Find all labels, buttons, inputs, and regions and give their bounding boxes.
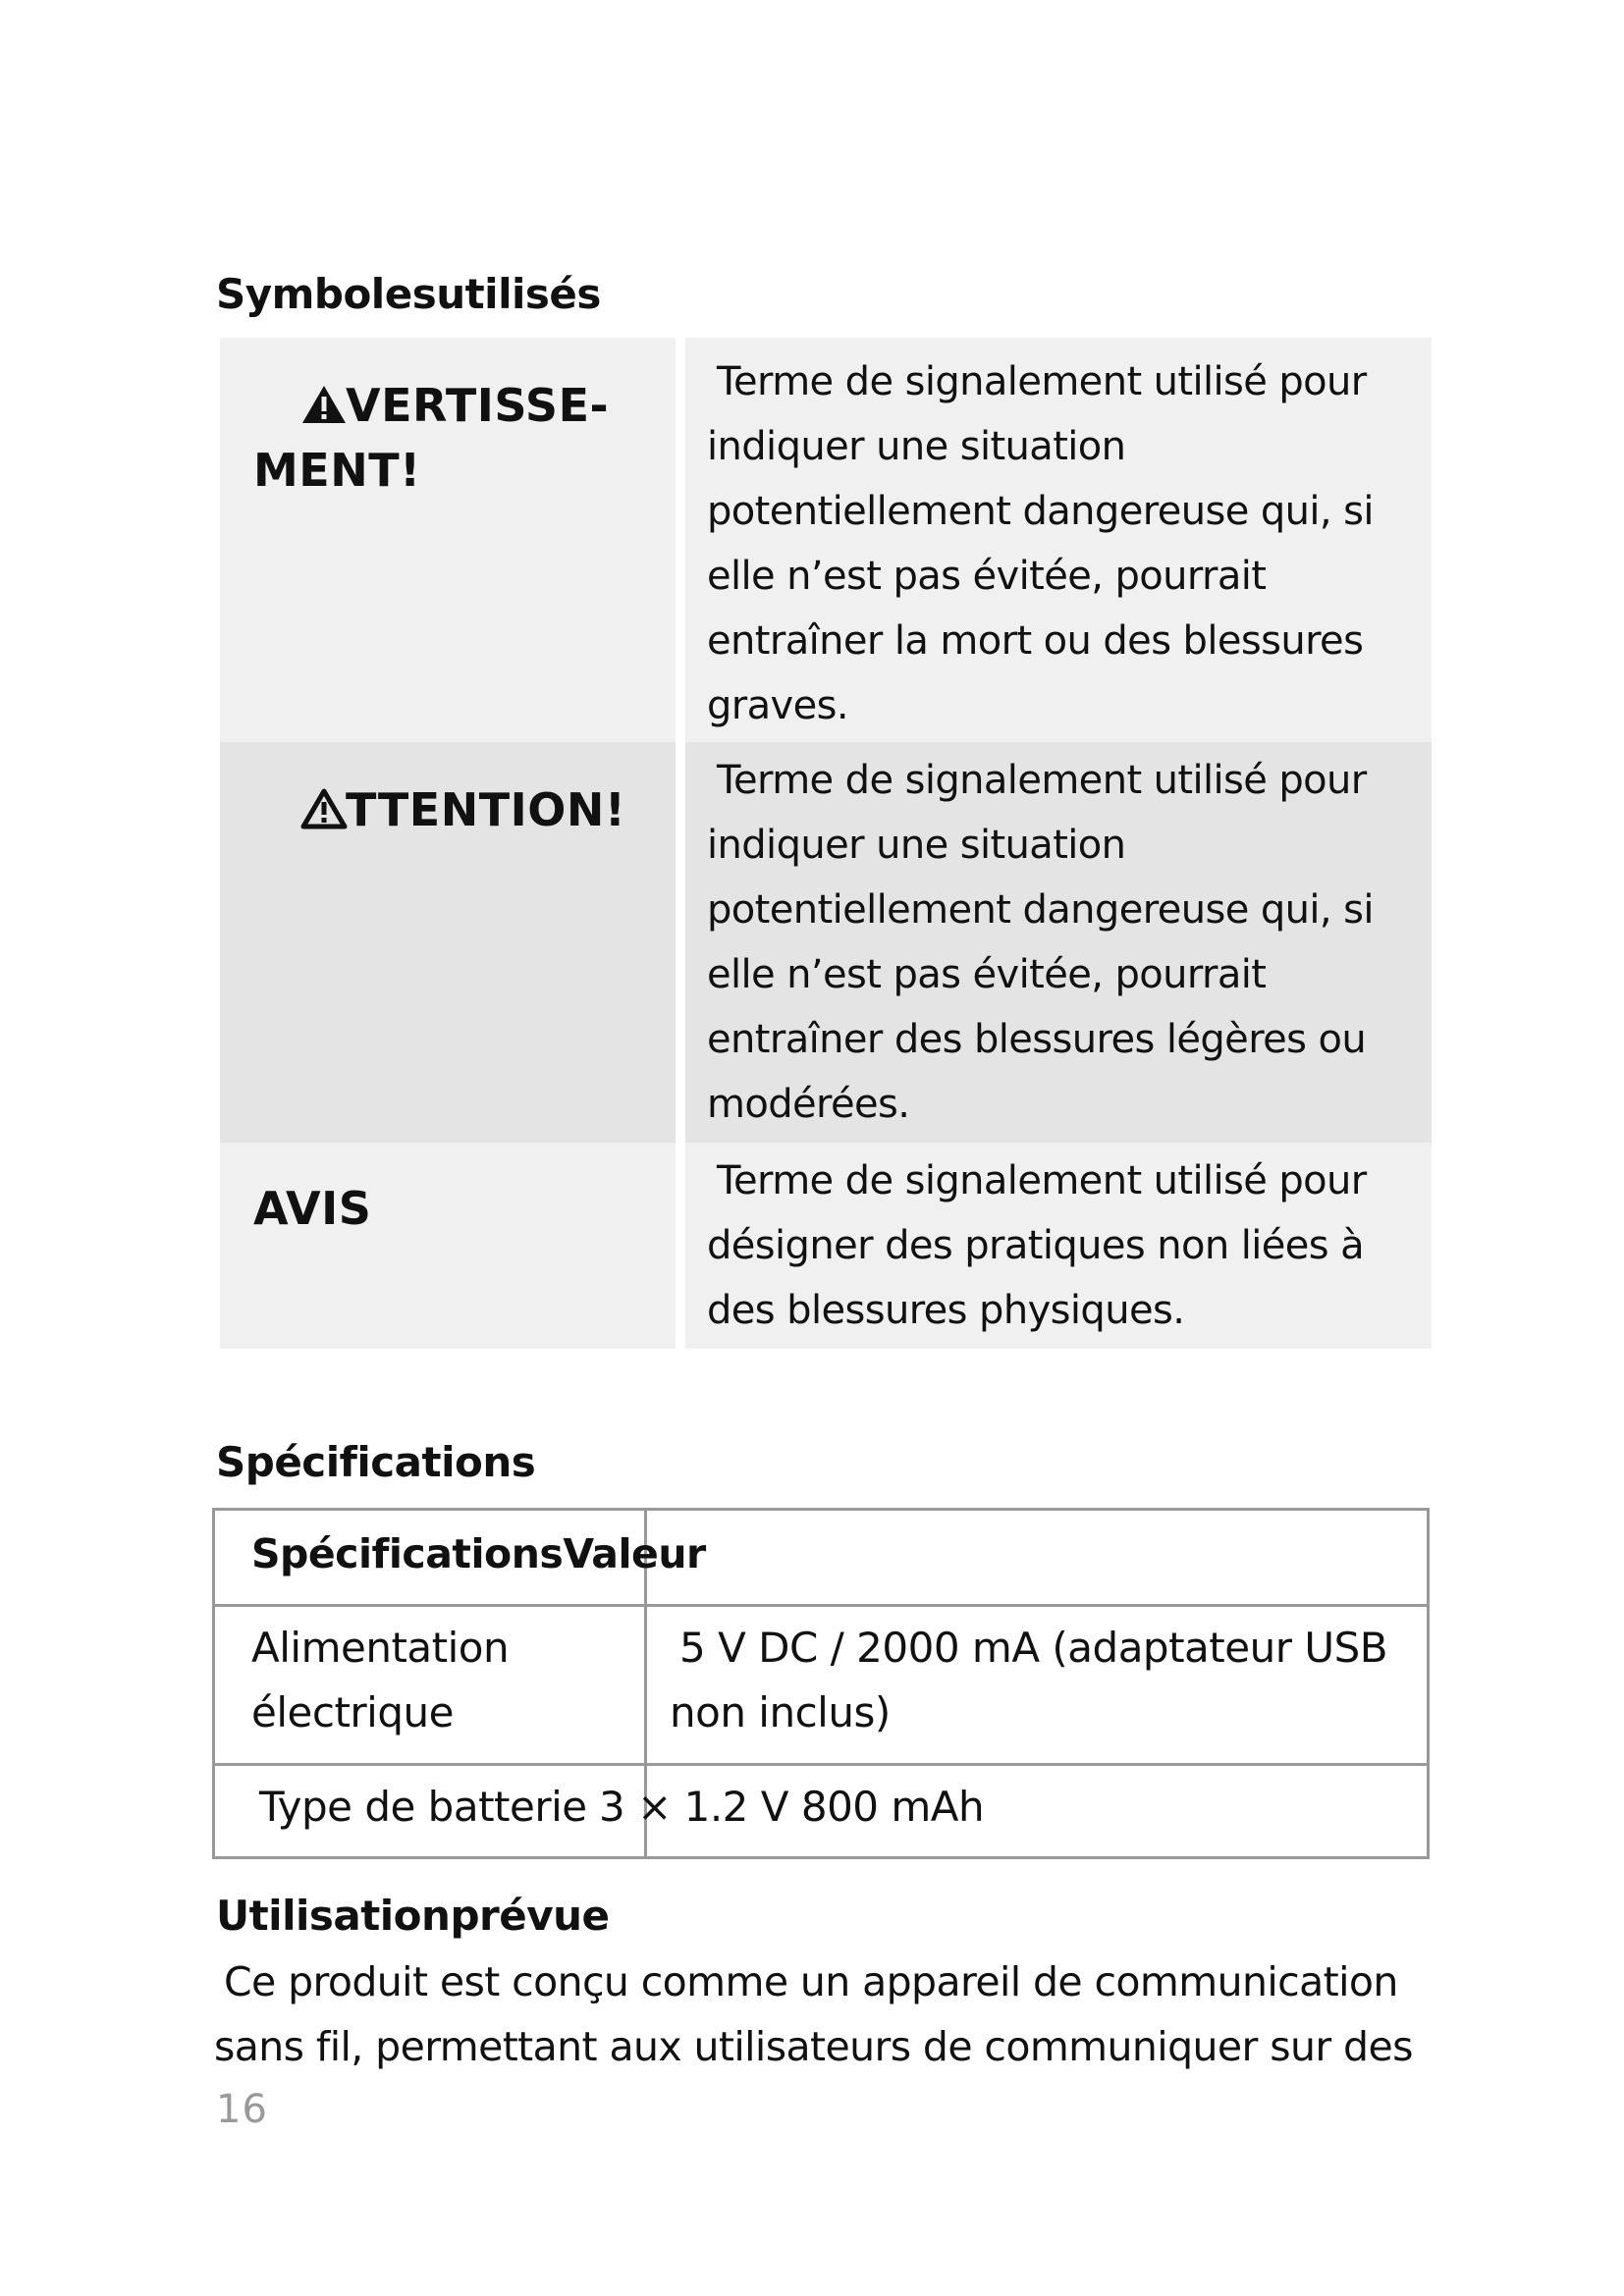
attention-label-line1: TTENTION! (346, 783, 626, 836)
warning-desc-line-1: Terme de signalement utilisé pour (717, 359, 1367, 404)
notice-desc-line-1: Terme de signalement utilisé pour (717, 1158, 1367, 1203)
spec-row-battery-value: 3 × 1.2 V 800 mAh (599, 1783, 985, 1831)
attention-desc-line-1: Terme de signalement utilisé pour (717, 758, 1367, 803)
specifications-heading: Spécifications (216, 1438, 536, 1486)
notice-label: AVIS (253, 1182, 372, 1235)
spec-row-power-value-line-1: 5 V DC / 2000 mA (adaptateur USB (679, 1624, 1388, 1672)
warning-desc-line-3: potentiellement dangereuse qui, si (707, 489, 1374, 534)
intended-use-line-1: Ce produit est conçu comme un appareil de communication (224, 1958, 1398, 2005)
spec-row-battery-name: Type de batterie (259, 1783, 587, 1831)
spec-header: SpécificationsValeur (251, 1530, 706, 1577)
warning-desc-line-4: elle n’est pas évitée, pourrait (707, 554, 1267, 599)
spec-row-power-name-line-1: Alimentation (251, 1624, 510, 1672)
warning-desc-line-6: graves. (707, 683, 848, 728)
attention-label (300, 777, 625, 842)
warning-label (300, 373, 609, 438)
symbols-heading: Symbolesutilisés (216, 270, 601, 318)
warning-label-line2: MENT! (253, 444, 421, 497)
warning-triangle-icon (300, 788, 348, 829)
symbols-row-notice-label-cell (220, 1143, 676, 1349)
notice-desc-line-3: des blessures physiques. (707, 1288, 1185, 1333)
attention-desc-line-5: entraîner des blessures légères ou (707, 1017, 1367, 1062)
page-number: 16 (216, 2087, 268, 2132)
attention-desc-line-4: elle n’est pas évitée, pourrait (707, 952, 1267, 997)
attention-desc-line-3: potentiellement dangereuse qui, si (707, 887, 1374, 933)
warning-triangle-icon (300, 384, 348, 425)
notice-desc-line-2: désigner des pratiques non liées à (707, 1223, 1365, 1268)
warning-label-line1: VERTISSE- (346, 379, 610, 432)
warning-desc-line-2: indiquer une situation (707, 424, 1126, 469)
spec-row-power-value-line-2: non inclus) (670, 1688, 891, 1736)
warning-desc-line-5: entraîner la mort ou des blessures (707, 618, 1364, 664)
intended-use-heading: Utilisationprévue (216, 1892, 610, 1940)
spec-row-power-name-line-2: électrique (251, 1688, 454, 1736)
attention-desc-line-6: modérées. (707, 1082, 910, 1127)
attention-desc-line-2: indiquer une situation (707, 823, 1126, 868)
spec-divider-1 (212, 1604, 1430, 1607)
intended-use-line-2: sans fil, permettant aux utilisateurs de communiquer sur des (214, 2023, 1413, 2070)
spec-divider-2 (212, 1763, 1430, 1766)
